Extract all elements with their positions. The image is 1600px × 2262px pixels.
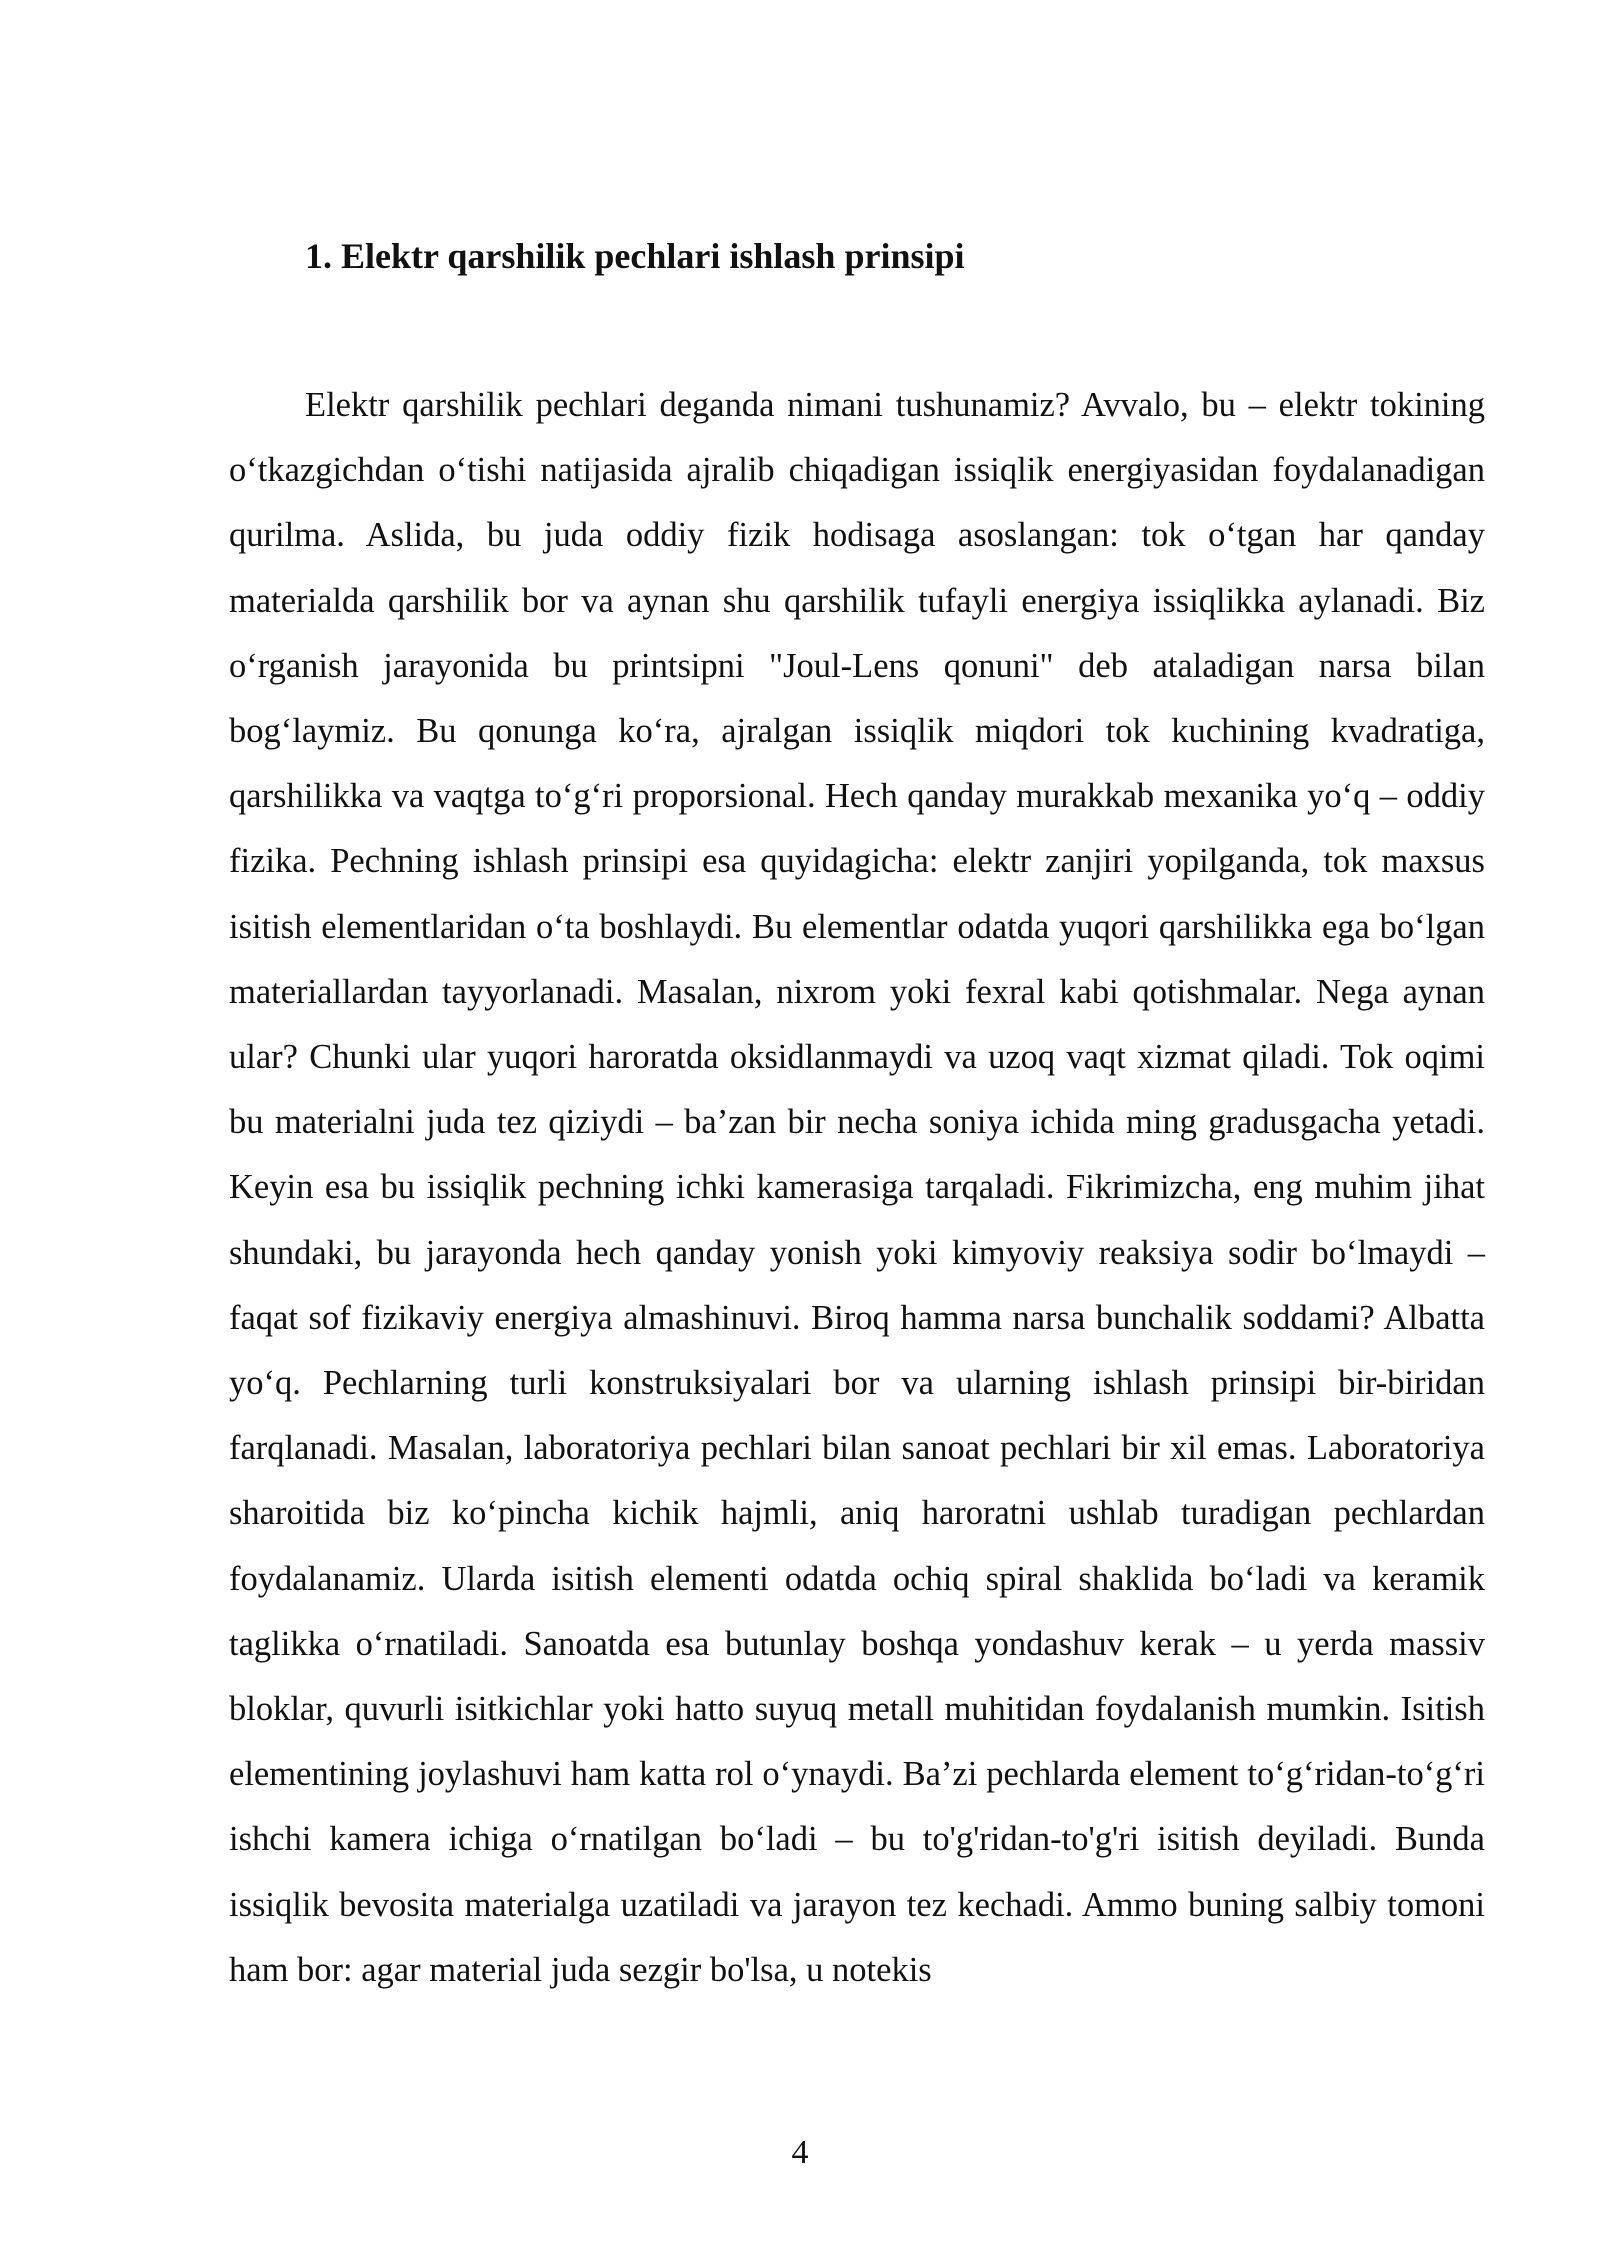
body-paragraph: Elektr qarshilik pechlari deganda nimani tushunamiz? Avvalo, bu – elektr tokining o‘tkazgichdan o‘tishi natijasida ajralib chiqadigan issiqlik energiyasidan foydalanadigan qurilma. Aslida, bu juda oddiy fizik hodisaga asoslangan: tok o‘tgan har qanday materialda qarshilik bor va aynan shu qarshilik tufayli energiya issiqlikka aylanadi. Biz o‘rganish jarayonida bu printsipni "Joul-Lens qonuni" deb ataladigan narsa bilan bog‘laymiz. Bu qonunga ko‘ra, ajralgan issiqlik miqdori tok kuchining kvadratiga, qarshilikka va vaqtga to‘g‘ri proporsional. Hech qanday murakkab mexanika yo‘q – oddiy fizika. Pechning ishlash prinsipi esa quyidagicha: elektr zanjiri yopilganda, tok maxsus isitish elementlaridan o‘ta boshlaydi. Bu elementlar odatda yuqori qarshilikka ega bo‘lgan materiallardan tayyorlanadi. Masalan, nixrom yoki fexral kabi qotishmalar. Nega aynan ular? Chunki ular yuqori haroratda oksidlanmaydi va uzoq vaqt xizmat qiladi. Tok oqimi bu materialni juda tez qiziydi – ba’zan bir necha soniya ichida ming gradusgacha yetadi. Keyin esa bu issiqlik pechning ichki kamerasiga tarqaladi. Fikrimizcha, eng muhim jihat shundaki, bu jarayonda hech qanday yonish yoki kimyoviy reaksiya sodir bo‘lmaydi – faqat sof fizikaviy energiya almashinuvi. Biroq hamma narsa bunchalik soddami? Albatta yo‘q. Pechlarning turli konstruksiyalari bor va ularning ishlash prinsipi bir-biridan farqlanadi. Masalan, laboratoriya pechlari bilan sanoat pechlari bir xil emas. Laboratoriya sharoitida biz ko‘pincha kichik hajmli, aniq haroratni ushlab turadigan pechlardan foydalanamiz. Ularda isitish elementi odatda ochiq spiral shaklida bo‘ladi va keramik taglikka o‘rnatiladi. Sanoatda esa butunlay boshqa yondashuv kerak – u yerda massiv bloklar, quvurli isitkichlar yoki hatto suyuq metall muhitidan foydalanish mumkin. Isitish elementining joylashuvi ham katta rol o‘ynaydi. Ba’zi pechlarda element to‘g‘ridan-to‘g‘ri ishchi kamera ichiga o‘rnatilgan bo‘ladi – bu to'g'ridan-to'g'ri isitish deyiladi. Bunda issiqlik bevosita materialga uzatiladi va jarayon tez kechadi. Ammo buning salbiy tomoni ham bor: agar material juda sezgir bo'lsa, u notekis: [229, 386, 1485, 1989]
section-heading: 1. Elektr qarshilik pechlari ishlash prinsipi: [305, 236, 965, 276]
page-number: 4: [791, 2134, 809, 2171]
